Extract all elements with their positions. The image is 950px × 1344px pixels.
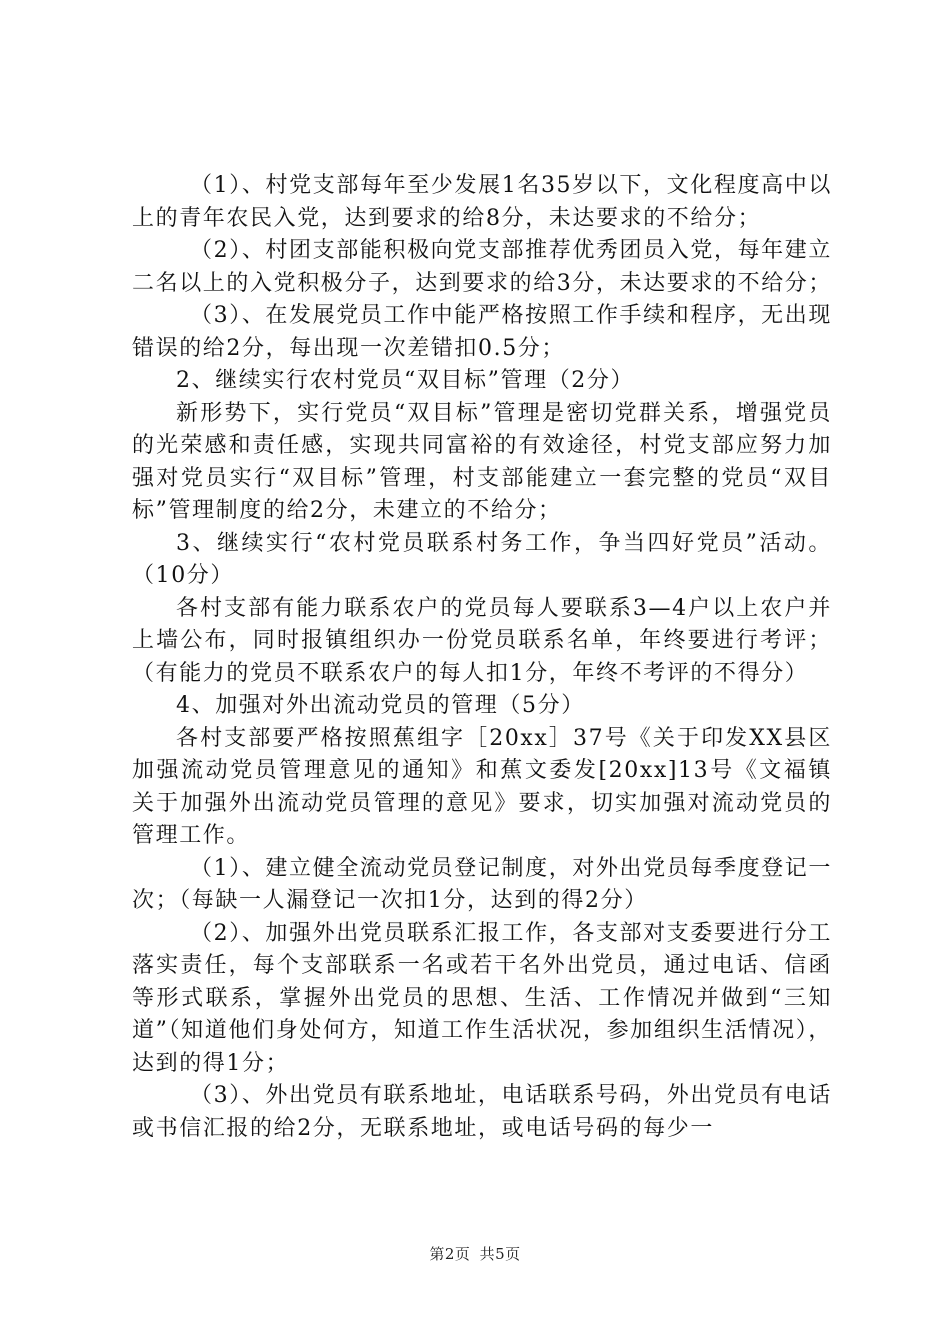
paragraph-4-1: （1）、建立健全流动党员登记制度，对外出党员每季度登记一次；（每缺一人漏登记一次扣1分，达到的得2分） [132,855,832,913]
document-body [132,170,832,1145]
paragraph-3-body: 各村支部有能力联系农户的党员每人要联系3—4户以上农户并上墙公布，同时报镇组织办一份党员联系名单，年终要进行考评；（有能力的党员不联系农户的每人扣1分，年终不考评的不得分） [132,595,832,686]
section-heading-3: 3、继续实行“农村党员联系村务工作，争当四好党员”活动。（10分） [132,530,832,588]
paragraph-1-3: （3）、在发展党员工作中能严格按照工作手续和程序，无出现错误的给2分，每出现一次差错扣0.5分； [132,303,832,361]
page-number: 第2页 [429,1245,471,1263]
paragraph-1-2: （2）、村团支部能积极向党支部推荐优秀团员入党，每年建立二名以上的入党积极分子，达到要求的给3分，未达要求的不给分； [132,238,832,296]
paragraph-4-body: 各村支部要严格按照蕉组字［20xx］37号《关于印发XX县区加强流动党员管理意见的通知》和蕉文委发[20xx]13号《文福镇关于加强外出流动党员管理的意见》要求，切实加强对流动党员的管理工作。 [132,725,832,848]
paragraph-2-body: 新形势下，实行党员“双目标”管理是密切党群关系，增强党员的光荣感和责任感，实现共同富裕的有效途径，村党支部应努力加强对党员实行“双目标”管理，村支部能建立一套完整的党员“双目标”管理制度的给2分，未建立的不给分； [132,400,832,523]
section-heading-2: 2、继续实行农村党员“双目标”管理（2分） [176,368,635,393]
page-total: 共5页 [479,1245,521,1263]
paragraph-1-1: （1）、村党支部每年至少发展1名35岁以下，文化程度高中以上的青年农民入党，达到要求的给8分，未达要求的不给分； [132,173,832,231]
page-footer [0,1243,950,1264]
paragraph-4-2: （2）、加强外出党员联系汇报工作，各支部对支委要进行分工落实责任，每个支部联系一名或若干名外出党员，通过电话、信函等形式联系，掌握外出党员的思想、生活、工作情况并做到“三知道”（知道他们身处何方，知道工作生活状况，参加组织生活情况），达到的得1分； [132,920,832,1076]
section-heading-4: 4、加强对外出流动党员的管理（5分） [176,693,585,718]
paragraph-4-3: （3）、外出党员有联系地址，电话联系号码，外出党员有电话或书信汇报的给2分，无联系地址，或电话号码的每少一 [132,1083,832,1141]
